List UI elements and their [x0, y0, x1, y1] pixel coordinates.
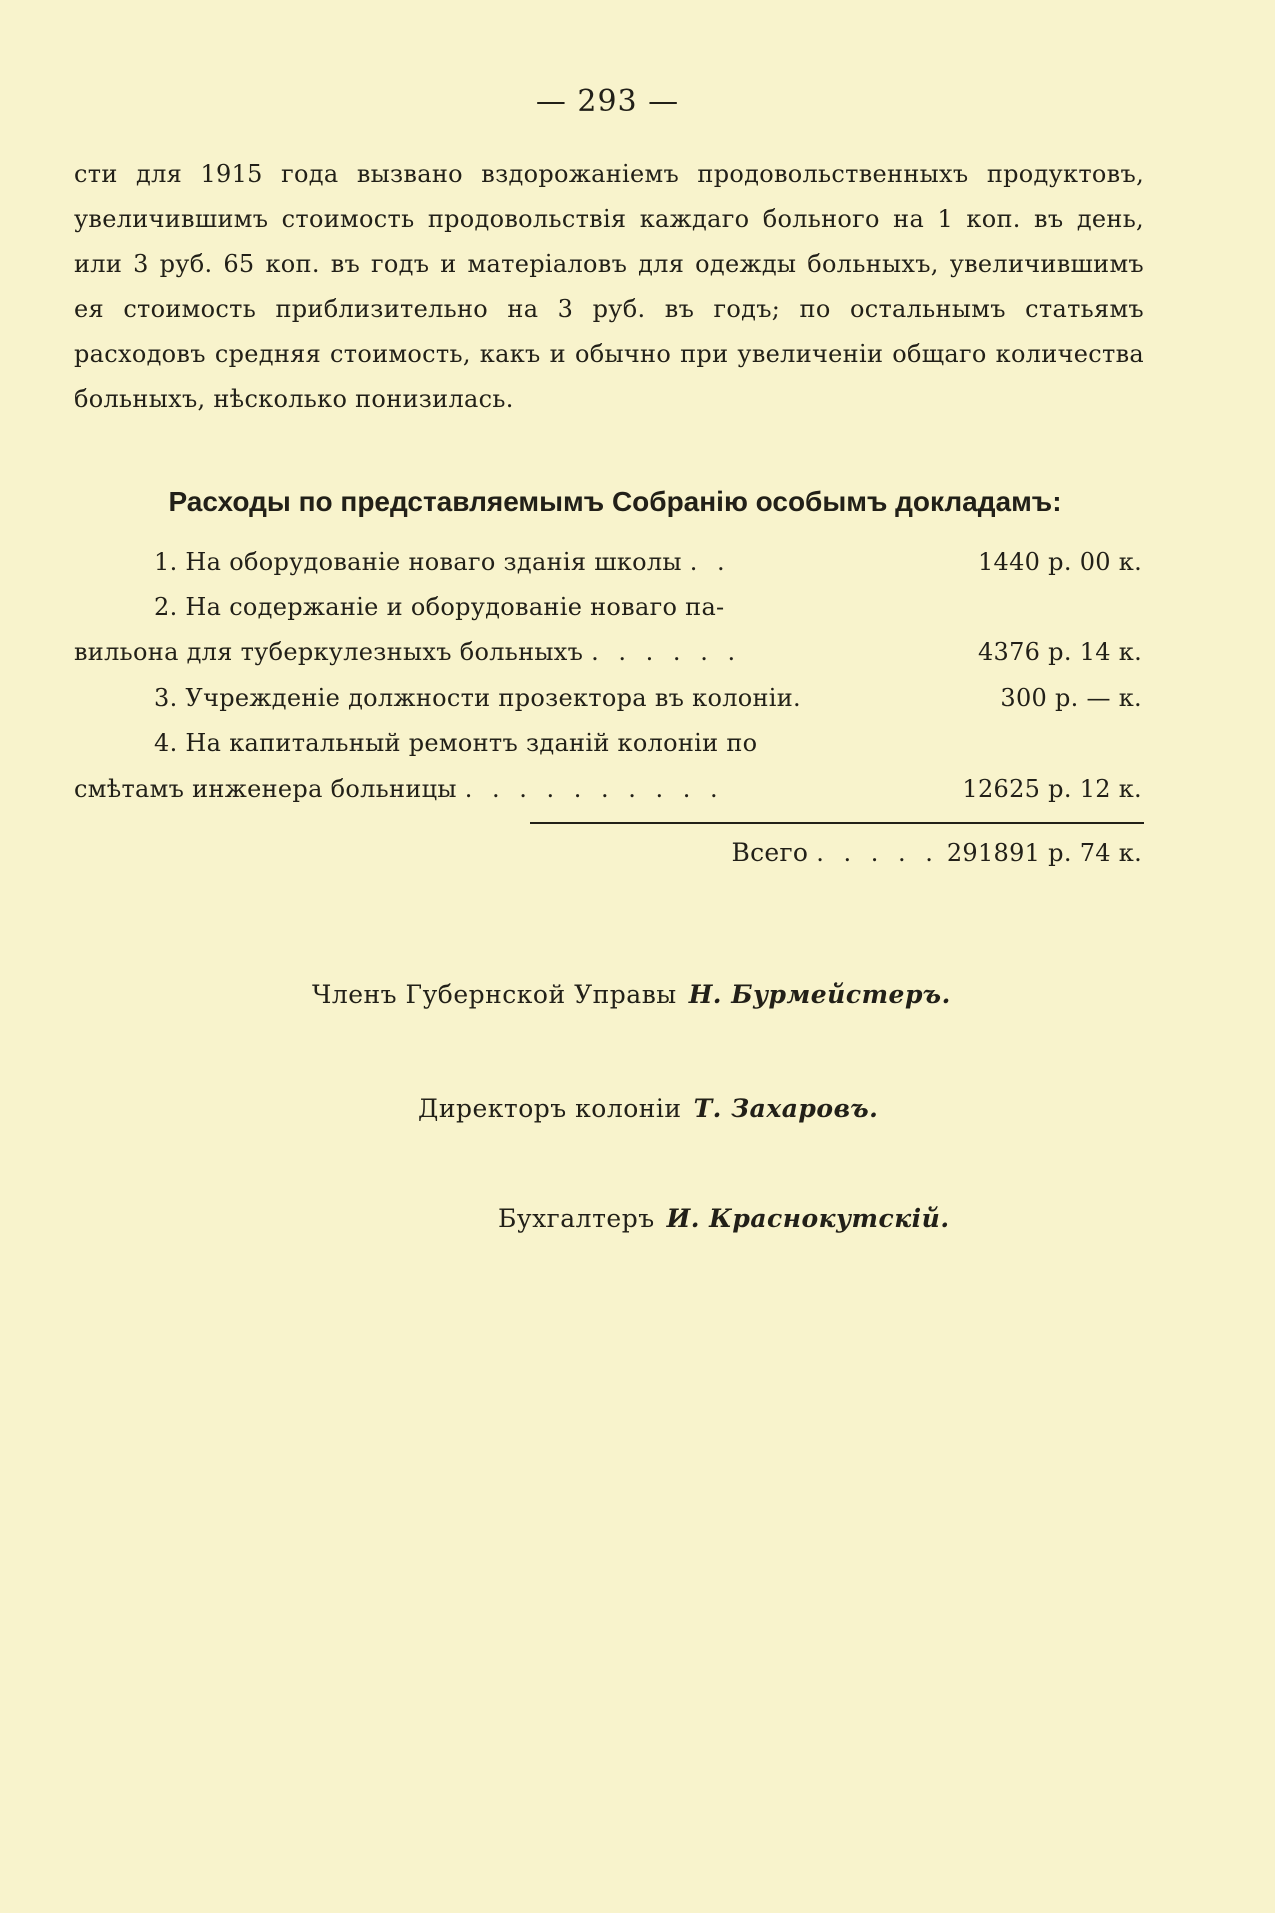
expense-item-1	[74, 540, 1142, 584]
expense-item-description: 4. На капитальный ремонтъ зданій колоніи по	[154, 729, 758, 757]
signature-member	[312, 980, 951, 1009]
total-row	[74, 831, 1142, 875]
signature-title: Членъ Губернской Управы	[312, 980, 677, 1009]
section-heading: Расходы по представляемымъ Собранію особымъ докладамъ:	[168, 486, 1062, 517]
expense-item-4	[74, 721, 1142, 765]
expense-item-4-cont	[74, 767, 1142, 811]
signature-director	[418, 1094, 878, 1123]
signature-name: Н. Бурмейстеръ.	[688, 980, 951, 1009]
expense-item-amount: 300 р. — к.	[1000, 684, 1142, 712]
page-number: — 293 —	[535, 84, 680, 119]
signature-name: Т. Захаровъ.	[693, 1094, 879, 1123]
expense-item-3	[74, 676, 1142, 720]
total-divider	[530, 822, 1144, 824]
expense-item-amount: 4376 р. 14 к.	[977, 638, 1142, 666]
signature-name: И. Краснокутскій.	[666, 1204, 950, 1233]
expense-item-description: смѣтамъ инженера больницы . . . . . . . . . .	[74, 775, 724, 803]
expense-item-2-cont	[74, 630, 1142, 674]
expense-item-2	[74, 585, 1142, 629]
total-amount: Всего . . . . . 291891 р. 74 к.	[731, 838, 1142, 867]
expense-item-description: 2. На содержаніе и оборудованіе новаго па-	[154, 593, 725, 621]
signature-title: Бухгалтеръ	[498, 1204, 655, 1233]
signature-title: Директоръ колоніи	[418, 1094, 682, 1123]
expense-item-amount: 12625 р. 12 к.	[962, 775, 1142, 803]
expense-item-description: 3. Учрежденіе должности прозектора въ колоніи.	[154, 684, 801, 712]
body-paragraph: сти для 1915 года вызвано вздорожаніемъ продовольственныхъ продуктовъ, увеличившимъ стоимость продовольствія каждаго больного на 1 коп. въ день, или 3 руб. 65 коп. въ годъ и матеріаловъ для одежды больныхъ, увеличившимъ ея стоимость приблизительно на 3 руб. въ годъ; по остальнымъ статьямъ расходовъ средняя стоимость, какъ и обычно при увеличеніи общаго количества больныхъ, нѣсколько понизилась.	[74, 160, 1144, 413]
expense-item-description: 1. На оборудованіе новаго зданія школы . .	[154, 548, 731, 576]
signature-accountant	[498, 1204, 950, 1233]
total-label: Всего	[731, 838, 809, 867]
expense-item-amount: 1440 р. 00 к.	[977, 548, 1142, 576]
expense-item-description: вильона для туберкулезныхъ больныхъ . . . . . .	[74, 638, 742, 666]
